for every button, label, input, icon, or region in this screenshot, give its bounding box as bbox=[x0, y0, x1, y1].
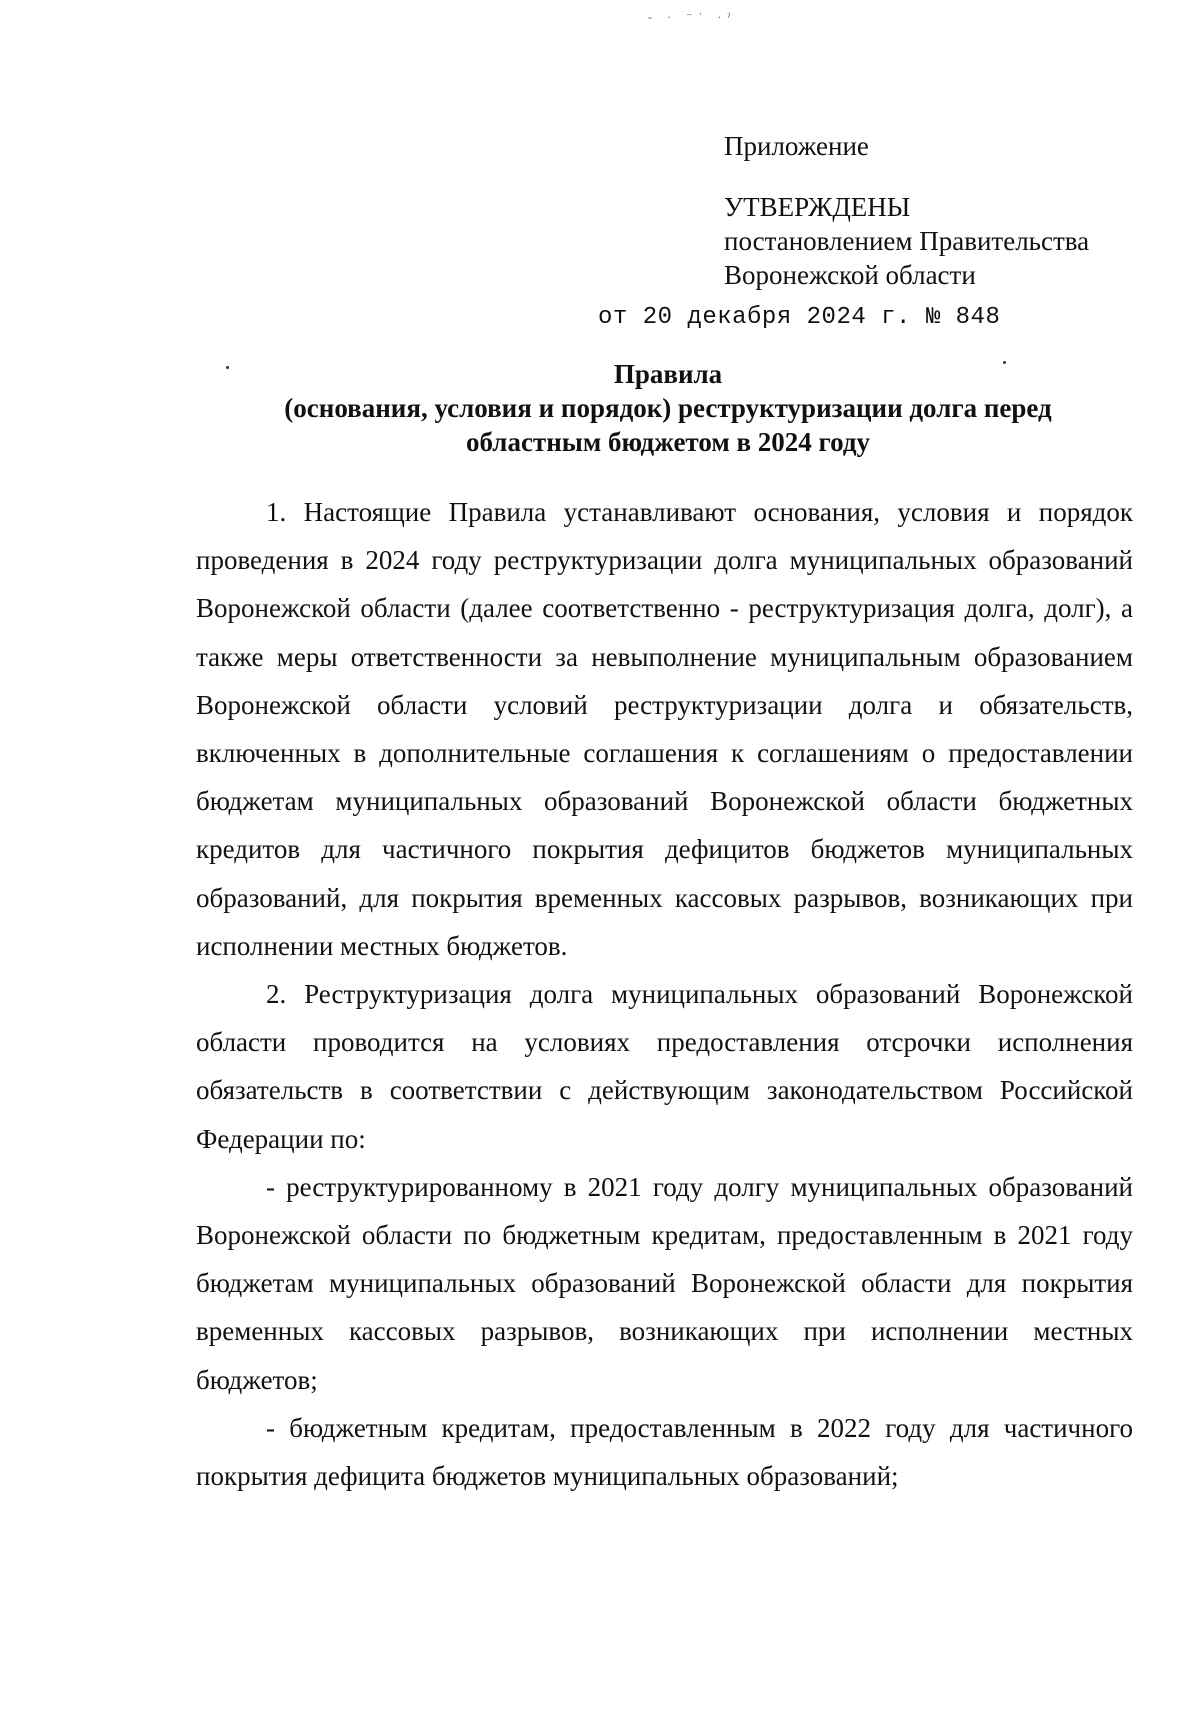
document-title bbox=[190, 357, 1146, 459]
title-line-1: Правила bbox=[613, 359, 723, 389]
appendix-label: Приложение bbox=[724, 131, 869, 161]
scan-artifact: - · ⁻ʾ ·ˀ bbox=[648, 10, 737, 24]
paragraph-2: 2. Реструктуризация долга муниципальных образований Воронежской области проводится на условиях предоставления отсрочки исполнения обязательств в соответствии с действующим законодательством Российской Федерации по: bbox=[196, 979, 1133, 1154]
document-body bbox=[196, 488, 1133, 1500]
approved-by: постановлением Правительства bbox=[724, 226, 1090, 256]
list-item-1: - реструктурированному в 2021 году долгу муниципальных образований Воронежской области по бюджетным кредитам, предоставленным в 2021 году бюджетам муниципальных образований Воронежской области для покрытия временных кассовых разрывов, возникающих при исполнении местных бюджетов; bbox=[196, 1171, 1133, 1395]
approval-date: от 20 декабря 2024 г. № 848 bbox=[598, 304, 1001, 331]
approval-block bbox=[724, 190, 1089, 292]
title-line-3: областным бюджетом в 2024 году bbox=[465, 427, 871, 457]
approved-heading: УТВЕРЖДЕНЫ bbox=[724, 192, 911, 222]
paragraph-1: 1. Настоящие Правила устанавливают основания, условия и порядок проведения в 2024 году реструктуризации долга муниципальных образований Воронежской области (далее соответственно - реструктуризация долга, долг), а также меры ответственности за невыполнение муниципальным образованием Воронежской области условий реструктуризации долга и обязательств, включенных в дополнительные соглашения к соглашениям о предоставлении бюджетам муниципальных образований Воронежской области бюджетных кредитов для частичного покрытия дефицитов бюджетов муниципальных образований, для покрытия временных кассовых разрывов, возникающих при исполнении местных бюджетов. bbox=[196, 497, 1133, 961]
title-line-2: (основания, условия и порядок) реструктуризации долга перед bbox=[284, 393, 1052, 423]
approved-region: Воронежской области bbox=[724, 260, 976, 290]
list-item-2: - бюджетным кредитам, предоставленным в 2022 году для частичного покрытия дефицита бюджетов муниципальных образований; bbox=[196, 1412, 1133, 1492]
